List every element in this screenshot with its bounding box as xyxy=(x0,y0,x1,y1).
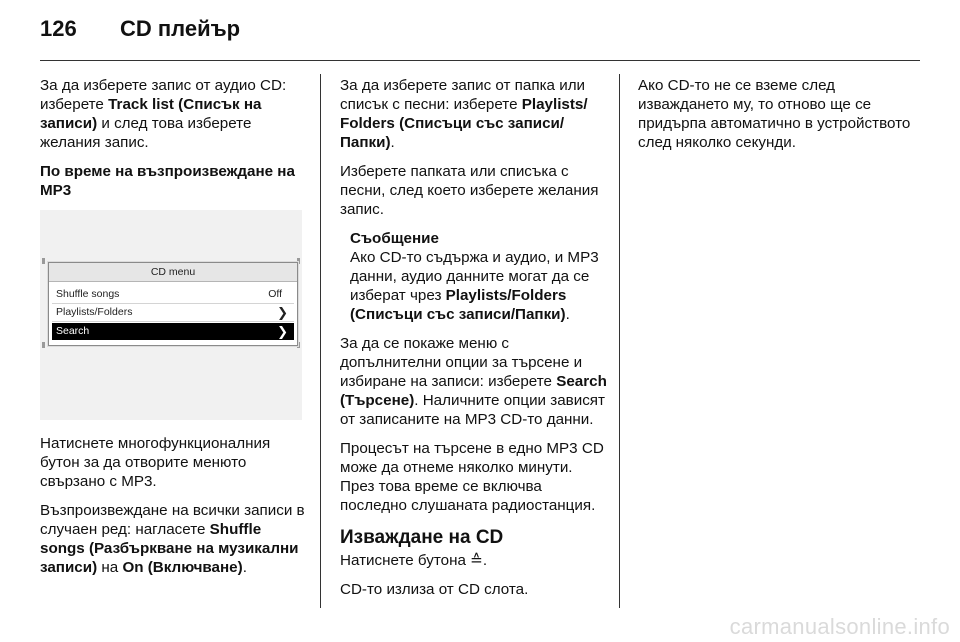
note-box xyxy=(350,229,610,324)
paragraph: Изберете папката или списъка с песни, след което изберете желания запис. xyxy=(340,163,599,218)
menu-term: Track list (Списък на записи) xyxy=(40,96,262,132)
note-title: Съобщение xyxy=(350,230,439,247)
cd-menu-title: CD menu xyxy=(49,263,297,282)
paragraph: CD-то излиза от CD слота. xyxy=(340,581,529,598)
paragraph: Ако CD-то не се вземе след изваждането му, то отново ще се придърпа автоматично в устройството след няколко секунди. xyxy=(638,77,911,151)
frame-marker xyxy=(42,258,45,264)
column-middle xyxy=(340,76,610,609)
page-title: CD плейър xyxy=(120,16,241,41)
paragraph: За да се покаже меню с допълнителни опции за търсене и избиране на записи: изберете Search (Търсене). Наличните опции зависят от записаните на MP3 CD-то данни. xyxy=(340,335,607,428)
menu-item-search xyxy=(52,323,294,340)
menu-item-shuffle-songs xyxy=(52,286,294,304)
menu-item-value: Off xyxy=(268,288,282,300)
watermark: carmanualsonline.info xyxy=(729,614,950,639)
paragraph: Възпроизвеждане на всички записи в случаен ред: нагласете Shuffle songs (Разбъркване на музикални записи) на On (Включване). xyxy=(40,502,305,576)
header-divider xyxy=(40,60,920,61)
column-right xyxy=(638,76,913,162)
menu-item-label: Search xyxy=(56,325,90,337)
cd-menu-screenshot xyxy=(40,210,302,420)
chevron-right-icon: ❯ xyxy=(277,324,288,339)
paragraph: За да изберете запис от папка или списък с песни: изберете Playlists/ Folders (Списъци със записи/ Папки). xyxy=(340,77,588,151)
menu-item-label: Playlists/Folders xyxy=(56,306,133,318)
section-subheading: По време на възпроизвеждане на MP3 xyxy=(40,163,295,199)
menu-term: Shuffle songs (Разбъркване на музикални записи) xyxy=(40,521,299,576)
section-heading: Изваждане на CD xyxy=(340,527,504,548)
menu-term: On (Включване) xyxy=(122,559,243,576)
column-left xyxy=(40,76,310,587)
paragraph: За да изберете запис от аудио CD: изберете Track list (Списък на записи) и след това изберете желания запис. xyxy=(40,77,287,151)
menu-term: Search (Търсене) xyxy=(340,373,607,409)
column-divider xyxy=(320,74,321,608)
paragraph: Процесът на търсене в едно MP3 CD може да отнеме няколко минути. През това време се включва последно слушаната радиостанция. xyxy=(340,440,604,514)
column-divider xyxy=(619,74,620,608)
menu-item-playlists-folders xyxy=(52,304,294,322)
menu-term: Playlists/Folders (Списъци със записи/Папки) xyxy=(350,287,567,323)
note-text: Ако CD-то съдържа и аудио, и MP3 данни, аудио данните могат да се изберат чрез Playlists/Folders (Списъци със записи/Папки). xyxy=(350,249,599,323)
menu-term: Playlists/ Folders (Списъци със записи/ Папки) xyxy=(340,96,588,151)
cd-menu xyxy=(48,262,298,346)
page-number: 126 xyxy=(40,16,77,41)
menu-item-label: Shuffle songs xyxy=(56,288,120,300)
frame-marker xyxy=(42,342,45,348)
chevron-right-icon: ❯ xyxy=(277,305,288,320)
paragraph: Натиснете многофункционалния бутон за да отворите менюто свързано с MP3. xyxy=(40,435,271,490)
paragraph: Натиснете бутона ≙. xyxy=(340,552,488,569)
eject-icon: ≙ xyxy=(470,552,483,569)
